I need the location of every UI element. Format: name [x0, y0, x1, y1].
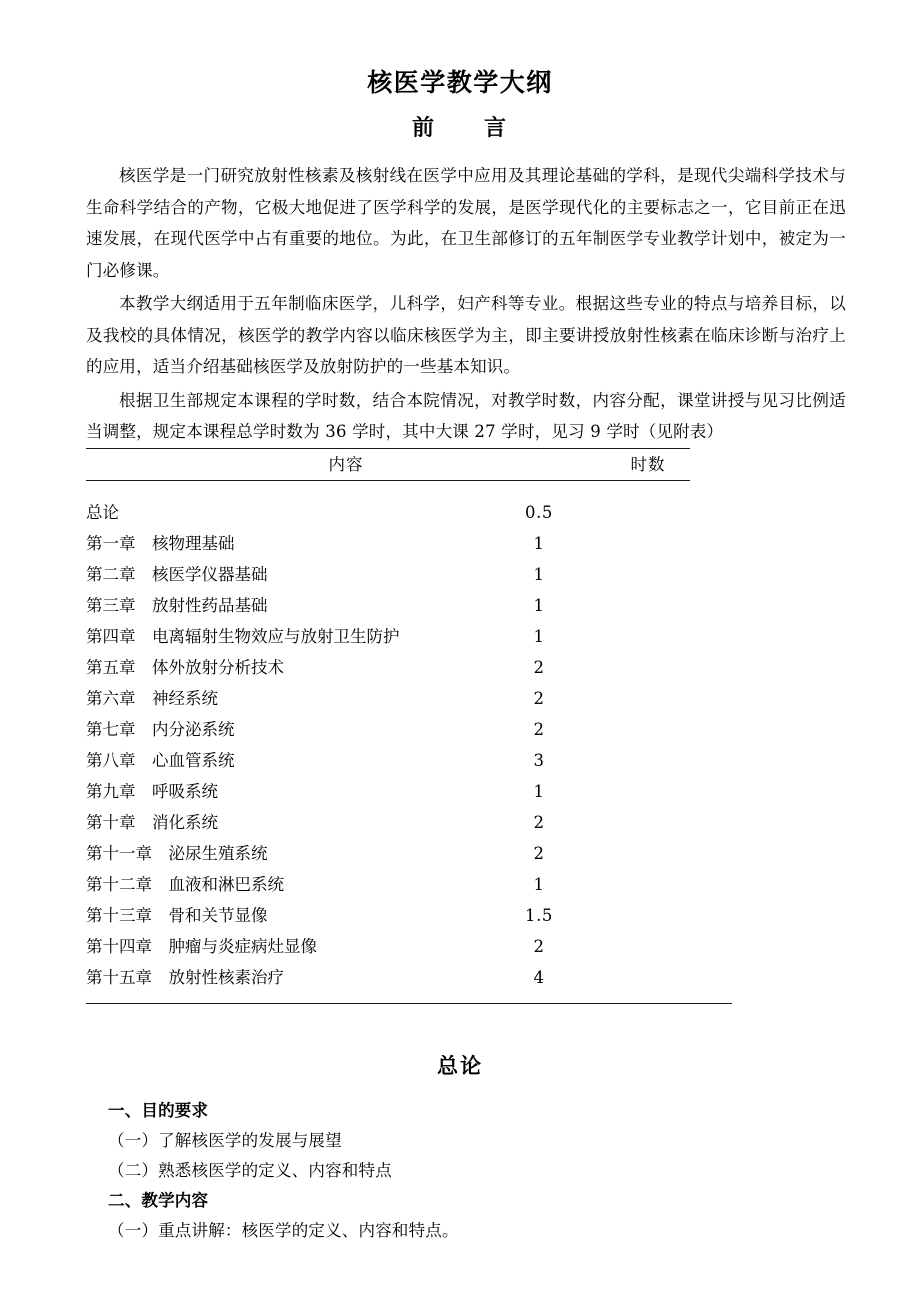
- table-row: [86, 838, 690, 869]
- table-row: [86, 900, 690, 931]
- table-row: [86, 621, 690, 652]
- row-hours: 1: [533, 565, 545, 584]
- row-hours: 1: [533, 782, 545, 801]
- row-content: 第五章 体外放射分析技术: [86, 658, 284, 677]
- table-header-row: [86, 449, 690, 480]
- table-row: [86, 652, 690, 683]
- row-hours: 1: [533, 627, 545, 646]
- row-hours: 1: [533, 534, 545, 553]
- table-row: [86, 528, 690, 559]
- preface-body: [86, 160, 846, 450]
- row-content: 第九章 呼吸系统: [86, 782, 218, 801]
- preface-paragraph: 核医学是一门研究放射性核素及核射线在医学中应用及其理论基础的学科，是现代尖端科学技术与生命科学结合的产物，它极大地促进了医学科学的发展，是医学现代化的主要标志之一，它目前正在迅速发展，在现代医学中占有重要的地位。为此，在卫生部修订的五年制医学专业教学计划中，被定为一门必修课。: [86, 166, 846, 280]
- outline-heading: 二、教学内容: [108, 1191, 209, 1210]
- row-hours: 2: [533, 813, 545, 832]
- document-subtitle: 前 言: [411, 115, 508, 141]
- row-content: 第七章 内分泌系统: [86, 720, 235, 739]
- schedule-table: [86, 449, 690, 480]
- row-hours: 2: [533, 937, 545, 956]
- table-row: [86, 807, 690, 838]
- schedule-table-wrapper: [86, 448, 732, 1004]
- row-hours: 0.5: [524, 503, 554, 522]
- row-hours: 1.5: [524, 906, 554, 925]
- section-heading-overview: 总论: [437, 1053, 483, 1078]
- outline-item: （二）熟悉核医学的定义、内容和特点: [108, 1161, 392, 1180]
- row-hours: 2: [533, 689, 545, 708]
- row-hours: 2: [533, 658, 545, 677]
- row-content: 第十五章 放射性核素治疗: [86, 968, 284, 987]
- table-row: [86, 590, 690, 621]
- table-row: [86, 962, 690, 1003]
- row-content: 第四章 电离辐射生物效应与放射卫生防护: [86, 627, 400, 646]
- preface-paragraph: 根据卫生部规定本课程的学时数，结合本院情况，对教学时数，内容分配，课堂讲授与见习比例适当调整，规定本课程总学时数为 36 学时，其中大课 27 学时，见习 9 学时（见附表）: [86, 390, 846, 441]
- outline-heading: 一、目的要求: [108, 1101, 209, 1120]
- table-row: [86, 683, 690, 714]
- row-hours: 2: [533, 844, 545, 863]
- table-body: [86, 481, 690, 1003]
- table-row: [86, 714, 690, 745]
- table-row: [86, 559, 690, 590]
- row-content: 第十一章 泌尿生殖系统: [86, 844, 268, 863]
- table-row: [86, 869, 690, 900]
- column-header-hours: 时数: [630, 455, 666, 474]
- row-content: 总论: [86, 503, 119, 522]
- row-content: 第一章 核物理基础: [86, 534, 235, 553]
- row-hours: 4: [533, 968, 545, 987]
- row-hours: 3: [533, 751, 545, 770]
- row-hours: 1: [533, 596, 545, 615]
- row-content: 第十二章 血液和淋巴系统: [86, 875, 284, 894]
- table-row: [86, 776, 690, 807]
- preface-paragraph: 本教学大纲适用于五年制临床医学，儿科学，妇产科等专业。根据这些专业的特点与培养目标，以及我校的具体情况，核医学的教学内容以临床核医学为主，即主要讲授放射性核素在临床诊断与治疗上的应用，适当介绍基础核医学及放射防护的一些基本知识。: [86, 294, 846, 376]
- row-content: 第十四章 肿瘤与炎症病灶显像: [86, 937, 317, 956]
- row-content: 第三章 放射性药品基础: [86, 596, 268, 615]
- table-bottom-rule: [86, 1003, 732, 1004]
- outline-item: （一）重点讲解：核医学的定义、内容和特点。: [108, 1221, 459, 1240]
- table-row: [86, 745, 690, 776]
- row-content: 第十章 消化系统: [86, 813, 218, 832]
- outline-item: （一）了解核医学的发展与展望: [108, 1131, 342, 1150]
- row-content: 第八章 心血管系统: [86, 751, 235, 770]
- row-hours: 2: [533, 720, 545, 739]
- row-content: 第十三章 骨和关节显像: [86, 906, 268, 925]
- row-content: 第六章 神经系统: [86, 689, 218, 708]
- table-row: [86, 481, 690, 528]
- table-row: [86, 931, 690, 962]
- overview-outline: [108, 1096, 828, 1246]
- table-header: [86, 449, 690, 480]
- document-title: 核医学教学大纲: [367, 68, 553, 97]
- column-header-content: 内容: [328, 455, 364, 474]
- schedule-table-body: [86, 481, 690, 1003]
- row-content: 第二章 核医学仪器基础: [86, 565, 268, 584]
- row-hours: 1: [533, 875, 545, 894]
